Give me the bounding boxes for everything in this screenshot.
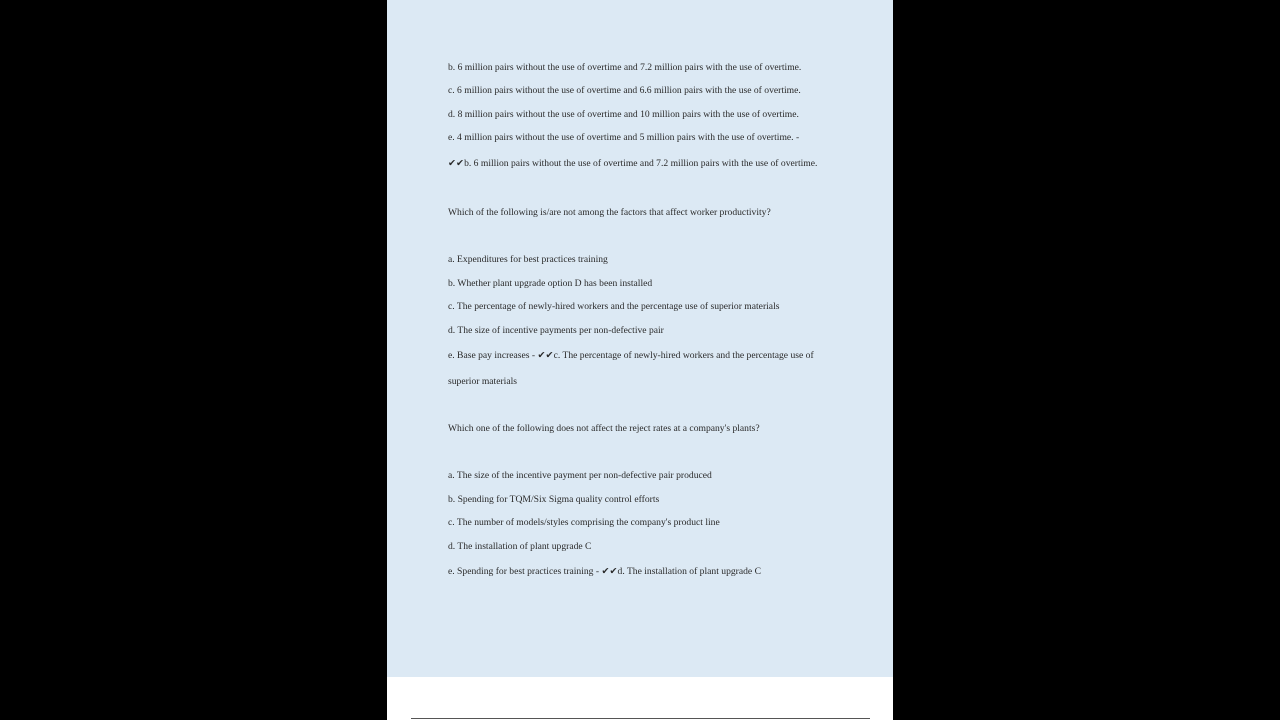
answer-option-a: a. Expenditures for best practices training [448, 254, 608, 265]
answer-option-c: c. The percentage of newly-hired workers and the percentage use of superior materials [448, 301, 780, 312]
answer-option-d: d. 8 million pairs without the use of overtime and 10 million pairs with the use of overtime. [448, 109, 799, 120]
document-page [387, 0, 893, 720]
page-footer [387, 677, 893, 720]
page-content [387, 0, 893, 677]
footer-divider [411, 718, 870, 719]
answer-option-e: e. 4 million pairs without the use of overtime and 5 million pairs with the use of overtime. - [448, 132, 800, 143]
question-text: Which one of the following does not affect the reject rates at a company's plants? [448, 423, 760, 434]
answer-option-b: b. Spending for TQM/Six Sigma quality control efforts [448, 494, 660, 505]
answer-option-e: e. Base pay increases - ✔✔c. The percentage of newly-hired workers and the percentage use of [448, 350, 814, 361]
answer-option-d: d. The installation of plant upgrade C [448, 541, 592, 552]
answer-option-e: e. Spending for best practices training - ✔✔d. The installation of plant upgrade C [448, 566, 761, 577]
answer-option-a: a. The size of the incentive payment per non-defective pair produced [448, 470, 712, 481]
answer-option-b: b. Whether plant upgrade option D has been installed [448, 278, 653, 289]
answer-option-c: c. The number of models/styles comprising the company's product line [448, 517, 720, 528]
correct-answer-continued: superior materials [448, 376, 517, 387]
answer-option-c: c. 6 million pairs without the use of overtime and 6.6 million pairs with the use of overtime. [448, 85, 801, 96]
question-text: Which of the following is/are not among the factors that affect worker productivity? [448, 207, 771, 218]
correct-answer: ✔✔b. 6 million pairs without the use of overtime and 7.2 million pairs with the use of overtime. [448, 158, 818, 169]
answer-option-b: b. 6 million pairs without the use of overtime and 7.2 million pairs with the use of overtime. [448, 62, 802, 73]
answer-option-d: d. The size of incentive payments per non-defective pair [448, 325, 664, 336]
